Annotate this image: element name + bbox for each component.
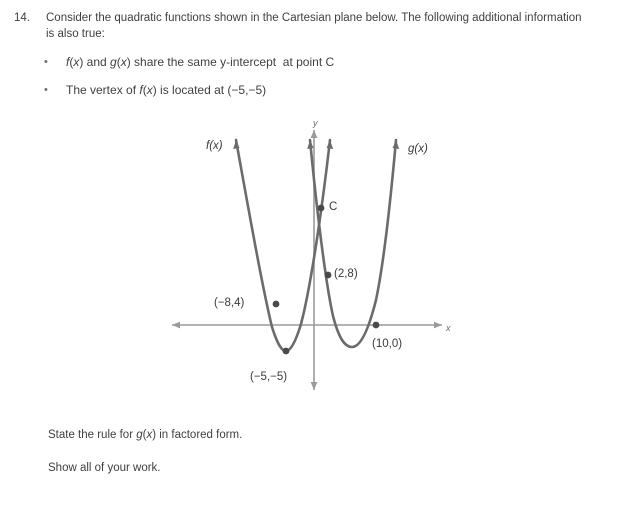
given-information-list xyxy=(40,54,600,110)
x-axis-label: x xyxy=(446,323,451,333)
x-axis xyxy=(172,322,442,329)
point-label-vertex-f: (−5,−5) xyxy=(250,371,288,383)
bullet-text-1: f(x) and g(x) share the same y-intercept at point C xyxy=(66,55,335,69)
point-label-c: C xyxy=(329,201,338,213)
point-label-neg8-4: (−8,4) xyxy=(214,297,245,309)
point-neg8-4-marker xyxy=(273,301,280,308)
curve-f xyxy=(233,140,333,351)
graph-svg xyxy=(150,118,490,408)
question-text: Consider the quadratic functions shown in the Cartesian plane below. The following additional information is also true: xyxy=(46,12,582,40)
point-2-8-marker xyxy=(325,272,332,279)
curve-label-g: g(x) xyxy=(408,143,428,155)
bullet-text-2: The vertex of f(x) is located at (−5,−5) xyxy=(66,83,267,97)
curve-g xyxy=(307,140,399,347)
bullet-marker: • xyxy=(44,84,48,96)
y-axis-label: y xyxy=(313,118,318,128)
prompt-show-work: Show all of your work. xyxy=(48,462,161,474)
point-label-10-0: (10,0) xyxy=(372,338,403,350)
list-item xyxy=(40,82,600,98)
point-c-marker xyxy=(318,205,325,212)
prompt-state-rule: State the rule for g(x) in factored form. xyxy=(48,429,243,441)
curve-label-f: f(x) xyxy=(206,140,223,152)
point-label-2-8: (2,8) xyxy=(334,268,358,280)
question-number: 14. xyxy=(14,12,30,24)
vertex-f-marker xyxy=(283,348,290,355)
list-item xyxy=(40,54,600,70)
question-block xyxy=(14,10,614,42)
cartesian-plane-figure xyxy=(150,118,490,408)
bullet-marker: • xyxy=(44,56,48,68)
task-prompts xyxy=(48,428,588,494)
point-10-0-marker xyxy=(373,322,380,329)
